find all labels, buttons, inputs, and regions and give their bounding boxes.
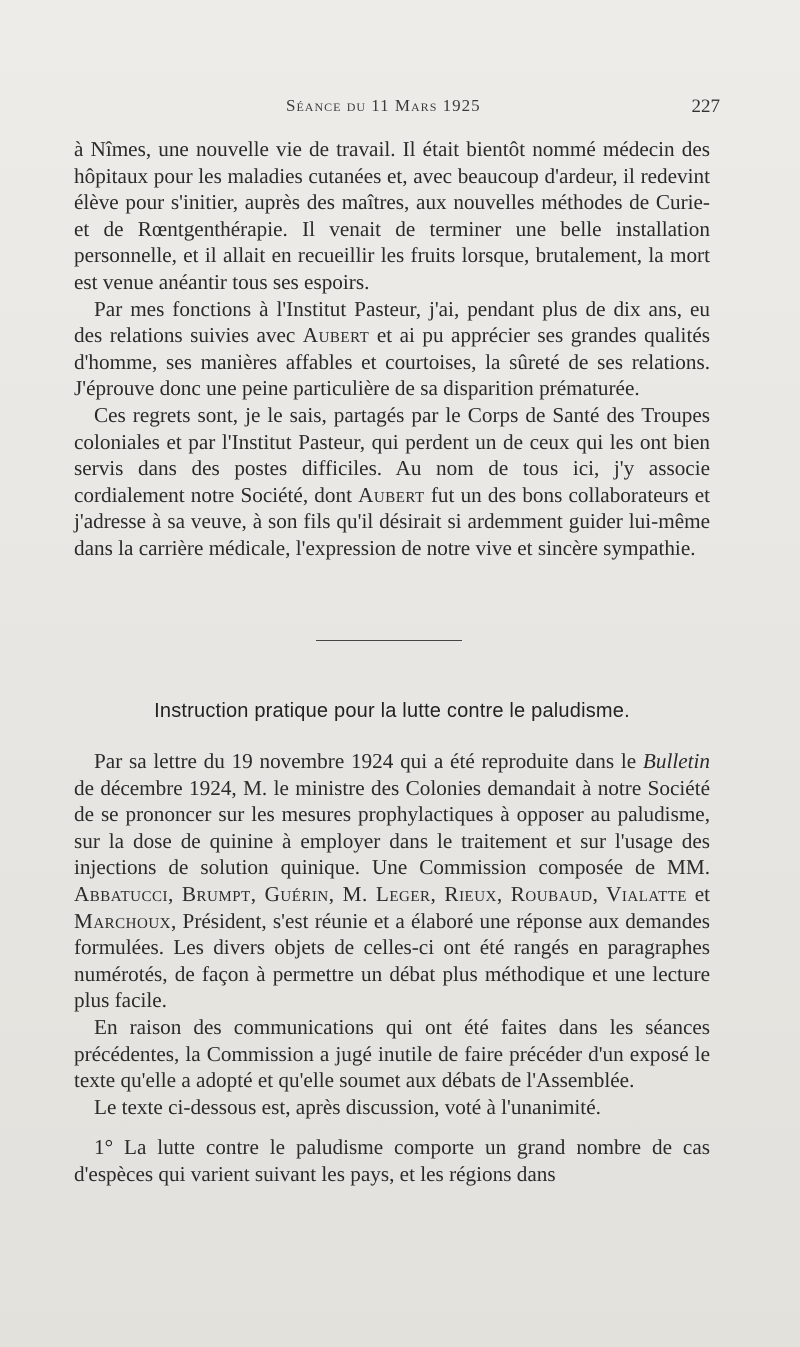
bulletin-title: Bulletin — [642, 749, 710, 773]
section-divider — [316, 640, 462, 641]
paragraph-regrets — [74, 402, 710, 562]
running-head: Séance du 11 Mars 1925 — [286, 96, 481, 115]
paragraph-point-1: 1° La lutte contre le paludisme comporte un grand nombre de cas d'espèces qui varient suivant les pays, et les régions dans — [74, 1135, 710, 1186]
paragraph-text: Ces regrets sont, je le sais, partagés par le Corps de Santé des Troupes coloniales et par l'Institut Pasteur, qui perdent un de ceux qui les ont bien servis dans des postes difficiles. Au nom de tous ici, j'y associe cordialement notre Société, dont — [74, 402, 710, 507]
paragraph-gap — [74, 1120, 710, 1134]
paragraph-letter — [74, 748, 710, 1014]
paragraph-communications: En raison des communications qui ont été faites dans les séances précédentes, la Commission a jugé inutile de faire précéder d'un exposé le texte qu'elle a adopté et qu'elle soumet aux débats de l'Assemblée. — [74, 1014, 710, 1093]
paragraph-text: Par sa lettre du 19 novembre 1924 qui a été reproduite dans le — [94, 749, 643, 773]
obituary-section — [74, 136, 710, 562]
paragraph-text: fut un des bons collaborateurs et j'adresse à sa veuve, à son fils qu'il désirait si ardemment guider lui-même dans la carrière médicale, l'expression de notre vive et sincère sympathie. — [74, 482, 710, 560]
section-title: Instruction pratique pour la lutte contre le paludisme. — [154, 700, 630, 722]
paragraph-vote: Le texte ci-dessous est, après discussion, voté à l'unanimité. — [94, 1094, 601, 1119]
person-name: Aubert — [302, 323, 370, 348]
paragraph-text: Par mes fonctions à l'Institut Pasteur, j'ai, pendant plus de dix ans, eu des relations suivies avec — [74, 296, 710, 348]
page-header — [0, 96, 800, 126]
paragraph-text: et — [687, 881, 711, 906]
paragraph-text: de décembre 1924, M. le ministre des Colonies demandait à notre Société de se prononcer sur les mesures prophylactiques à opposer au paludisme, sur la dose de quinine à employer dans le traitement et sur l'usage des injections de solution quinique. Une Commission composée de MM. — [74, 775, 710, 880]
paragraph-continuation: à Nîmes, une nouvelle vie de travail. Il était bientôt nommé médecin des hôpitaux pour les maladies cutanées et, avec beaucoup d'ardeur, il redevint élève pour s'initier, auprès des maîtres, aux nouvelles méthodes de Curie- et de Rœntgenthérapie. Il venait de terminer une belle installation personnelle, et il allait en recueillir les fruits lorsque, brutalement, la mort est venue anéantir tous ses espoirs. — [74, 137, 710, 294]
page-number: 227 — [691, 96, 720, 117]
president-name: Marchoux — [74, 908, 172, 933]
paragraph-text: et ai pu apprécier ses grandes qualités d'homme, ses manières affables et courtoises, la sûreté de ses relations. J'éprouve donc une peine particulière de sa disparition prématurée. — [74, 323, 710, 401]
paragraph-text: , Président, s'est réunie et a élaboré une réponse aux demandes formulées. Les divers objets de celles-ci ont été rangés en paragraphes numérotés, de façon à permettre un débat plus méthodique et une lecture plus facile. — [74, 908, 710, 1013]
commission-members: Abbatucci, Brumpt, Guérin, M. Leger, Rieux, Roubaud, Vialatte — [74, 881, 688, 906]
person-name: Aubert — [358, 482, 425, 507]
instruction-section — [74, 748, 710, 1188]
paragraph-pasteur — [74, 296, 710, 402]
